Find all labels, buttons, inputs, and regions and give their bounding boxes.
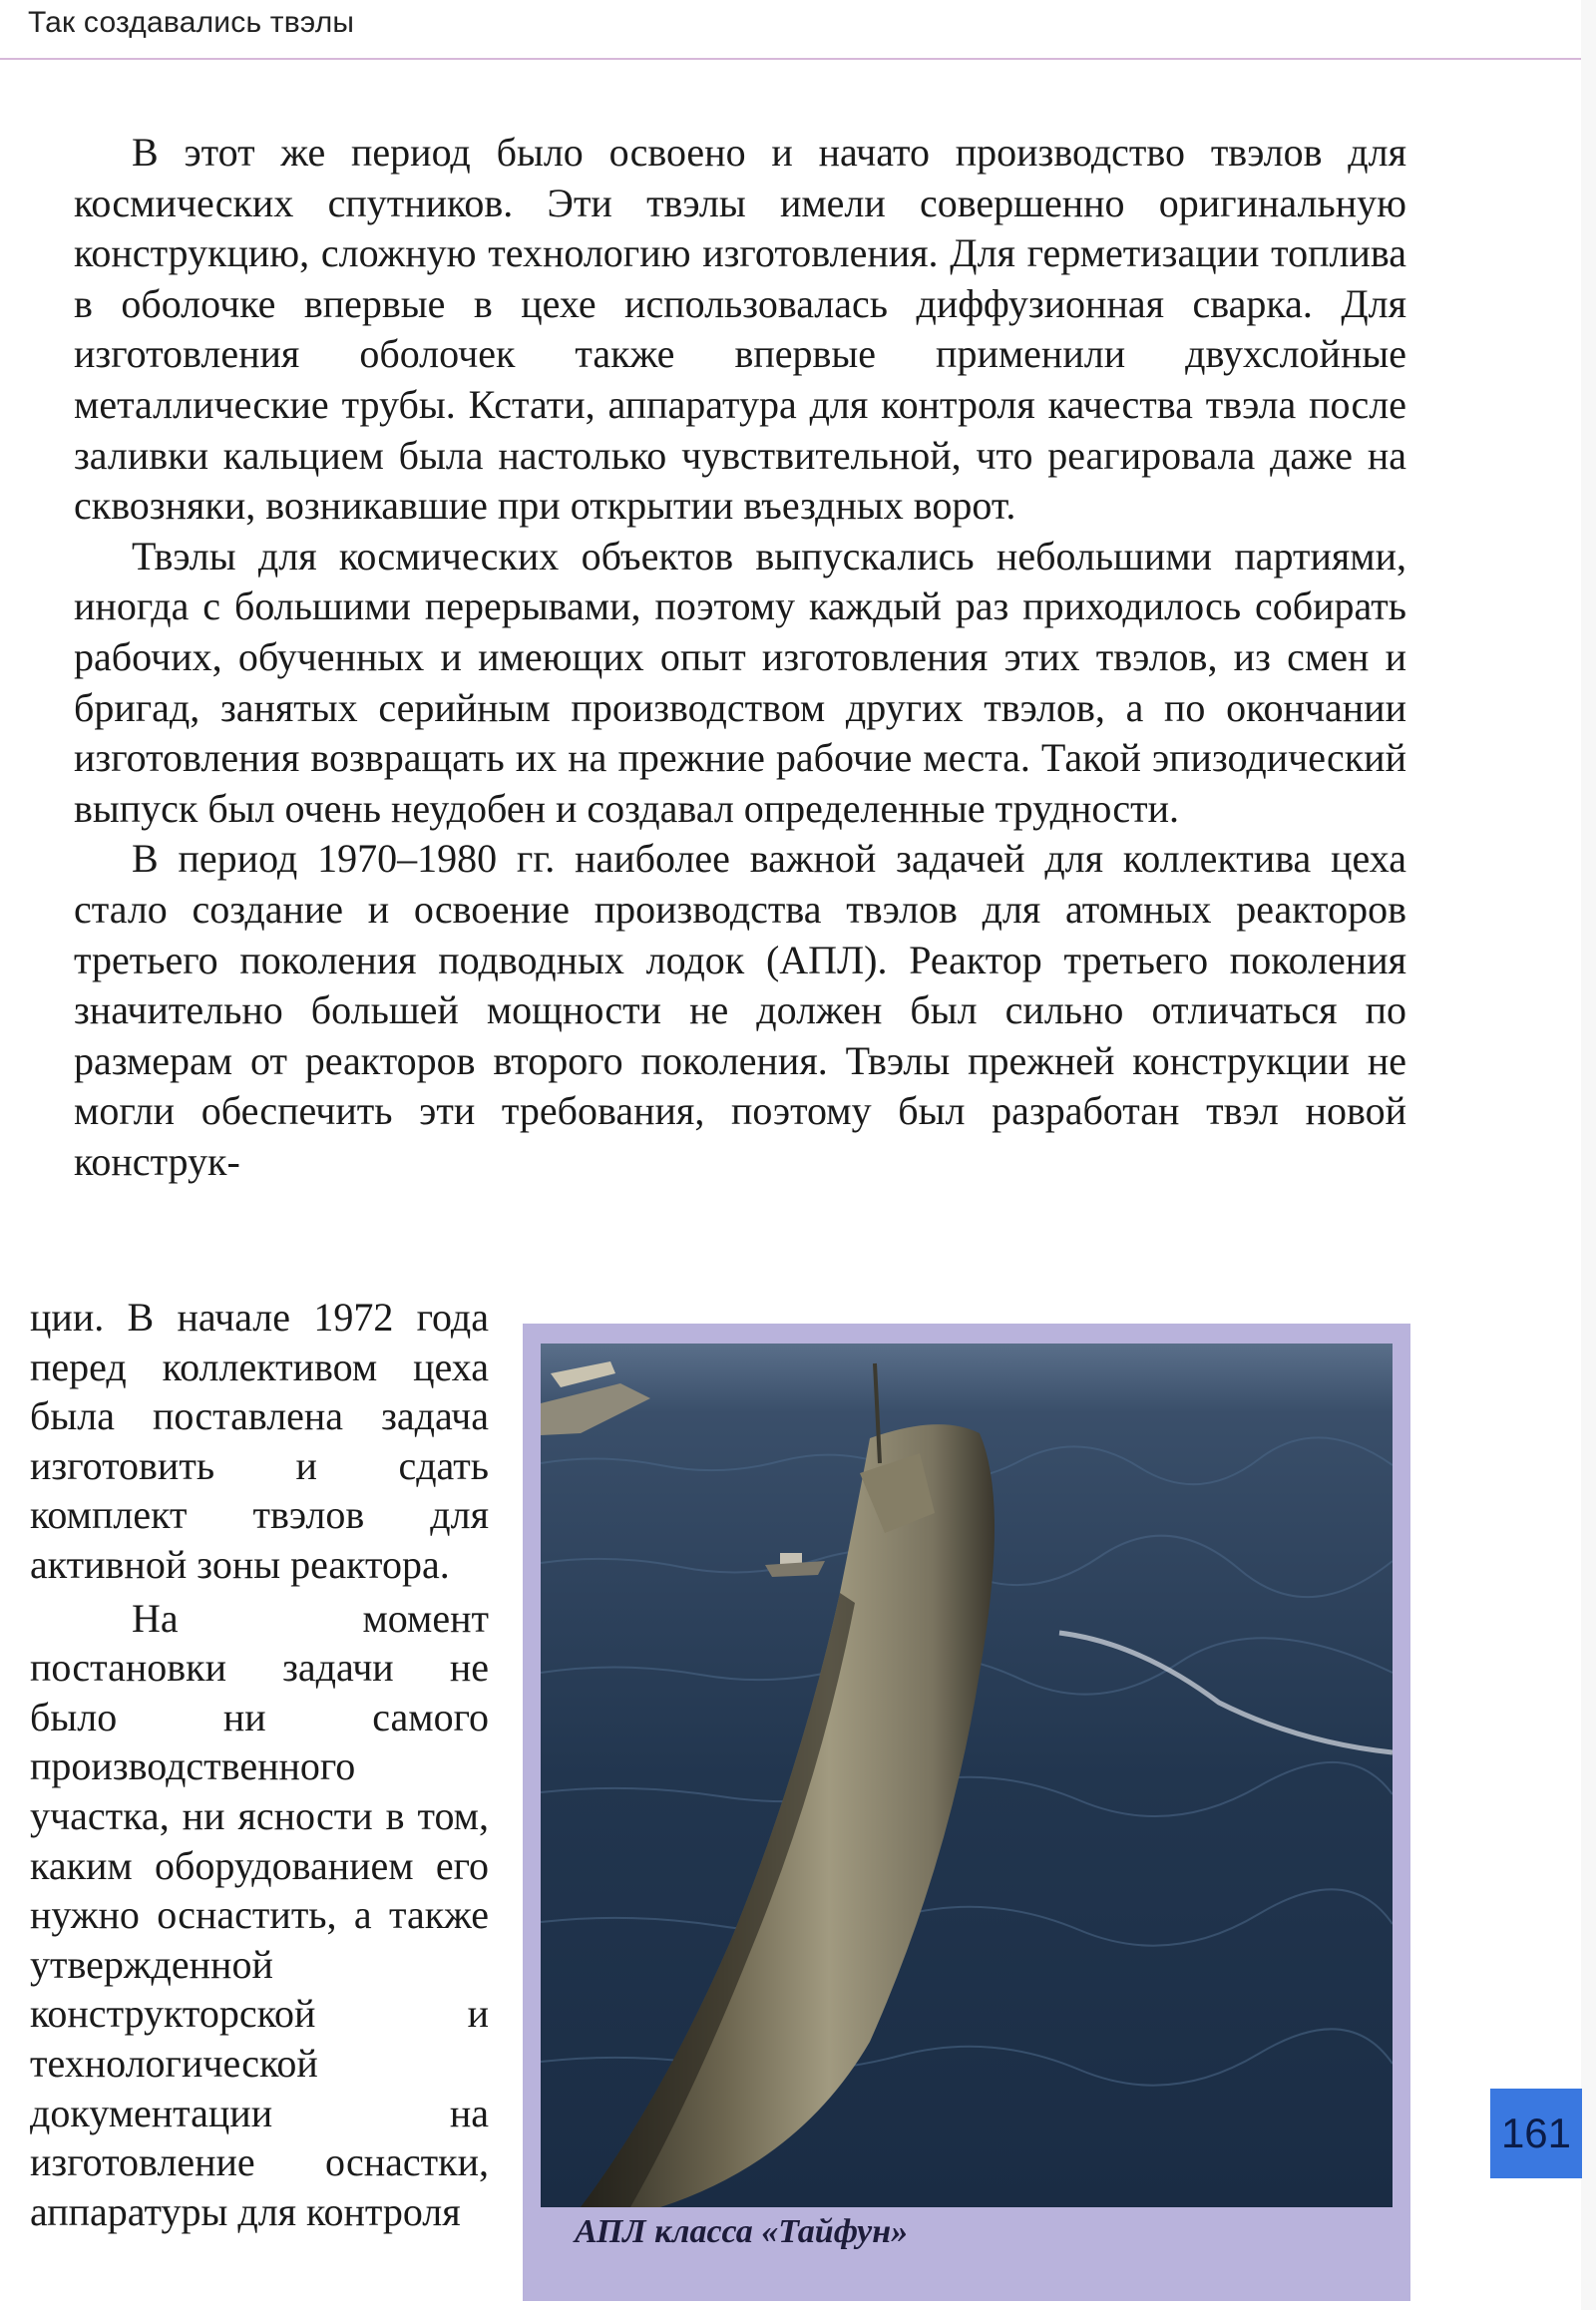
- submarine-figure: [523, 1324, 1410, 2301]
- submarine-photo: [541, 1344, 1393, 2207]
- body-text: [74, 128, 1406, 1187]
- paragraph-third-generation: В период 1970–1980 гг. наиболее важной задачей для коллектива цеха стало создание и освоение производства твэлов для атомных реакторов третьего поколения подводных лодок (АПЛ). Реактор третьего поколения значительно большей мощности не должен был сильно отличаться по размерам от реакторов второго поколения. Твэлы прежней конструкции не могли обеспечить эти требования, поэтому был разработан твэл новой конструк-: [74, 836, 1406, 1184]
- page-number-tab: 161: [1490, 2089, 1582, 2178]
- paragraph-no-site: На момент постановки задачи не было ни самого производственного участка, ни ясности в том, каким оборудованием его нужно оснастить, а также утвержденной конструкторской и технологической документации на изготовление оснастки, аппаратуры для контроля: [30, 1595, 489, 2234]
- header-divider: [0, 58, 1596, 60]
- figure-caption: АПЛ класса «Тайфун»: [575, 2213, 909, 2250]
- page-edge: [1581, 0, 1596, 2310]
- wrapped-text-column: [30, 1293, 489, 2236]
- paragraph-space-fuel: В этот же период было освоено и начато производство твэлов для космических спутников. Эти твэлы имели совершенно оригинальную конструкцию, сложную технологию изготовления. Для герметизации топлива в оболочке впервые в цехе использовалась диффузионная сварка. Для изготовления оболочек также впервые применили двухслойные металлические трубы. Кстати, аппаратура для контроля качества твэла после заливки кальцием была настолько чувствительной, что реагировала даже на сквозняки, возникавшие при открытии въездных ворот.: [74, 130, 1406, 529]
- paragraph-small-batches: Твэлы для космических объектов выпускались небольшими партиями, иногда с большими перерывами, поэтому каждый раз приходилось собирать рабочих, обученных и имеющих опыт изготовления этих твэлов, из смен и бригад, занятых серийным производством других твэлов, а по окончании изготовления возвращать их на прежние рабочие места. Такой эпизодический выпуск был очень неудобен и создавал определенные трудности.: [74, 533, 1406, 831]
- paragraph-1972-task: ции. В начале 1972 года перед коллективом цеха была поставлена задача изготовить и сдать комплект твэлов для активной зоны реактора.: [30, 1295, 489, 1587]
- running-header: Так создавались твэлы: [28, 6, 355, 39]
